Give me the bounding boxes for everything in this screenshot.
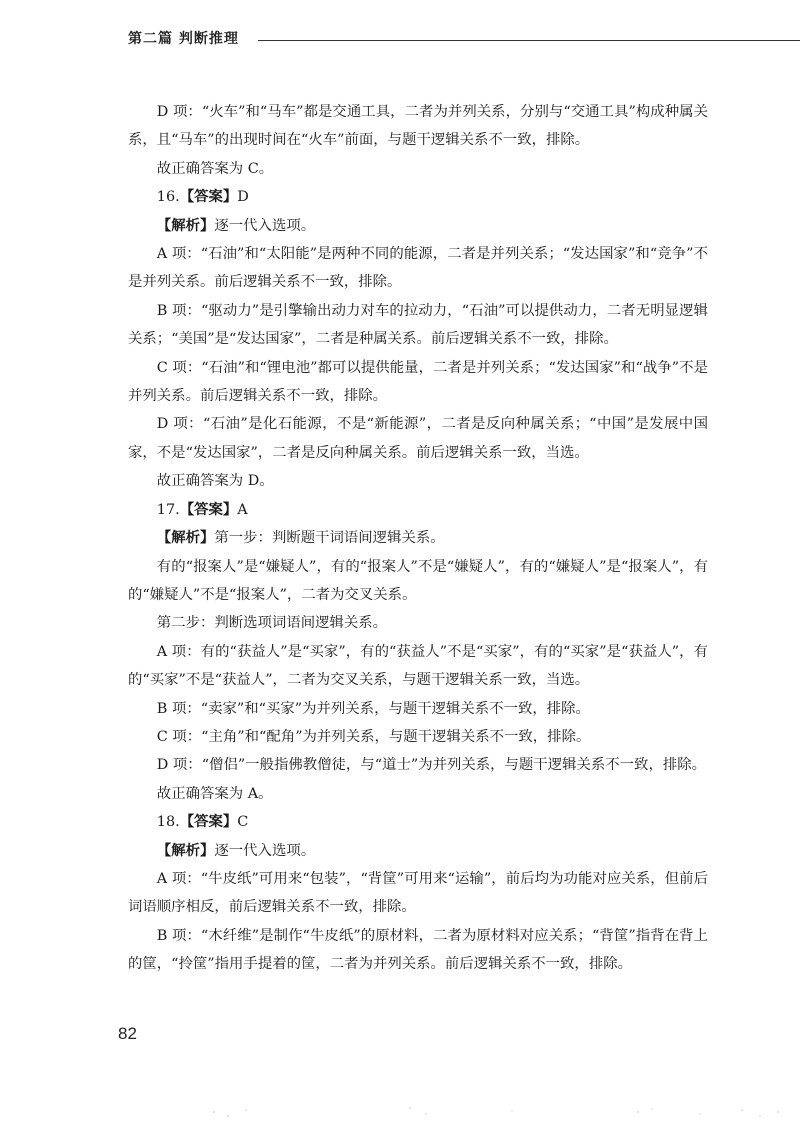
analysis-line — [128, 524, 708, 552]
paragraph: B 项：“木纤维”是制作“牛皮纸”的原材料，二者为原材料对应关系；“背筐”指背在背上的筐，“拎筐”指用手提着的筐，二者为并列关系。前后逻辑关系不一致，排除。 — [128, 927, 708, 973]
answer-marker: 【答案】 — [179, 814, 238, 831]
answer-line — [128, 496, 708, 524]
answer-value: A — [237, 501, 248, 518]
answer-marker: 【答案】 — [179, 501, 238, 518]
answer-explanations — [128, 98, 708, 979]
running-header — [128, 24, 700, 48]
analysis-marker: 【解析】 — [156, 842, 215, 859]
paragraph: C 项：“石油”和“锂电池”都可以提供能量，二者是并列关系；“发达国家”和“战争”不是并列关系。前后逻辑关系不一致，排除。 — [128, 359, 708, 405]
answer-marker: 【答案】 — [179, 189, 238, 206]
question-number: 18. — [156, 814, 180, 831]
answer-line — [128, 183, 708, 211]
analysis-line — [128, 837, 708, 865]
paragraph: D 项：“火车”和“马车”都是交通工具，二者为并列关系，分别与“交通工具”构成种属关系，且“马车”的出现时间在“火车”前面，与题干逻辑关系不一致，排除。 — [128, 104, 708, 149]
paragraph: 故正确答案为 C。 — [156, 160, 274, 177]
question-number: 16. — [156, 189, 180, 206]
paragraph: 第二步：判断选项词语间逻辑关系。 — [156, 615, 388, 632]
header-rule — [258, 40, 800, 41]
analysis-text: 第一步：判断题干词语间逻辑关系。 — [214, 530, 445, 547]
paragraph: 故正确答案为 A。 — [156, 785, 273, 802]
answer-value: C — [237, 814, 249, 831]
answer-line — [128, 808, 708, 836]
analysis-marker: 【解析】 — [156, 530, 215, 547]
paragraph: 故正确答案为 D。 — [156, 473, 274, 490]
paragraph: B 项：“驱动力”是引擎输出动力对车的拉动力，“石油”可以提供动力，二者无明显逻辑关系；“美国”是“发达国家”，二者是种属关系。前后逻辑关系不一致，排除。 — [128, 302, 708, 348]
paragraph: A 项：“石油”和“太阳能”是两种不同的能源，二者是并列关系；“发达国家”和“竞争”不是并列关系。前后逻辑关系不一致，排除。 — [128, 246, 708, 291]
scan-noise — [0, 1100, 800, 1128]
analysis-marker: 【解析】 — [156, 217, 215, 234]
page-number: 82 — [118, 1024, 137, 1043]
paragraph: D 项：“僧侣”一般指佛教僧徒，与“道士”为并列关系，与题干逻辑关系不一致，排除。 — [156, 757, 707, 774]
answer-value: D — [237, 189, 249, 206]
paragraph: B 项：“卖家”和“买家”为并列关系，与题干逻辑关系不一致，排除。 — [156, 700, 590, 717]
header-title: 第二篇 判断推理 — [128, 31, 239, 47]
paragraph: D 项：“石油”是化石能源，不是“新能源”，二者是反向种属关系；“中国”是发展中国家，不是“发达国家”，二者是反向种属关系。前后逻辑关系一致，当选。 — [128, 416, 708, 461]
analysis-text: 逐一代入选项。 — [214, 217, 316, 234]
analysis-text: 逐一代入选项。 — [214, 842, 316, 859]
paragraph: A 项：有的“获益人”是“买家”，有的“获益人”不是“买家”，有的“买家”是“获益人”，有的“买家”不是“获益人”，二者为交叉关系，与题干逻辑关系一致，当选。 — [128, 643, 708, 689]
analysis-line — [128, 212, 708, 240]
question-number: 17. — [156, 501, 180, 518]
paragraph: 有的“报案人”是“嫌疑人”，有的“报案人”不是“嫌疑人”，有的“嫌疑人”是“报案人”，有的“嫌疑人”不是“报案人”，二者为交叉关系。 — [128, 558, 708, 603]
paragraph: A 项：“牛皮纸”可用来“包装”，“背筐”可用来“运输”，前后均为功能对应关系，但前后词语顺序相反，前后逻辑关系不一致，排除。 — [128, 870, 708, 916]
paragraph: C 项：“主角”和“配角”为并列关系，与题干逻辑关系不一致，排除。 — [156, 728, 591, 745]
